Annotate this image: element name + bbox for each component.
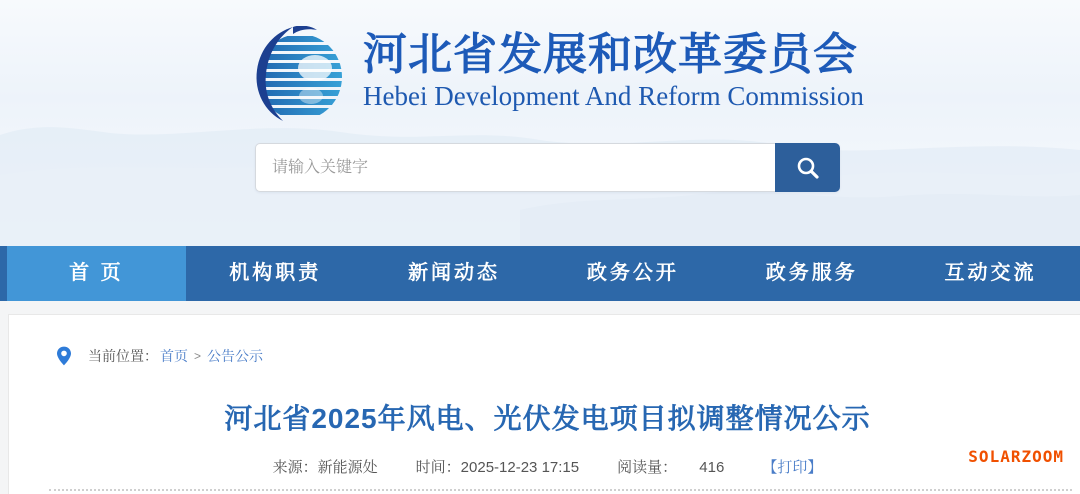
article-time: 时间：2025-12-23 17:15 [415,459,580,476]
main-navigation [0,246,1080,301]
watermark-solarzoom: SOLARZOOM [968,447,1064,466]
search-button[interactable] [775,143,840,192]
site-subtitle: Hebei Development And Reform Commission [363,81,864,112]
article-source: 来源：新能源处 [272,459,378,476]
nav-item-home[interactable]: 首 页 [7,246,186,301]
site-title: 河北省发展和改革委员会 [363,30,858,79]
breadcrumb [56,346,265,366]
article-views-label: 阅读量： [617,459,678,476]
nav-item-gov-disclosure[interactable]: 政务公开 [586,262,679,284]
globe-logo-icon [253,26,345,122]
search-icon [795,155,821,181]
nav-item-duties[interactable]: 机构职责 [229,262,322,284]
search-input[interactable] [255,143,775,192]
breadcrumb-separator: > [194,349,202,363]
article-views-value: 416 [699,459,725,476]
content-panel [8,314,1080,494]
breadcrumb-label: 当前位置： [88,348,158,364]
article-title: 河北省2025年风电、光伏发电项目拟调整情况公示 [224,403,871,434]
search-bar [255,143,840,192]
nav-item-news[interactable]: 新闻动态 [408,262,501,284]
nav-item-gov-services[interactable]: 政务服务 [765,262,858,284]
article-meta [9,456,1080,477]
main-area [0,301,1080,494]
article-views [617,456,724,477]
dotted-separator [49,489,1072,491]
site-logo [253,26,864,122]
nav-item-interaction[interactable]: 互动交流 [944,262,1037,284]
breadcrumb-home-link[interactable]: 首页 [160,348,188,364]
site-header [0,0,1080,246]
print-button[interactable]: 【打印】 [762,459,823,476]
location-pin-icon [56,346,72,366]
breadcrumb-current-link[interactable]: 公告公示 [207,348,264,364]
